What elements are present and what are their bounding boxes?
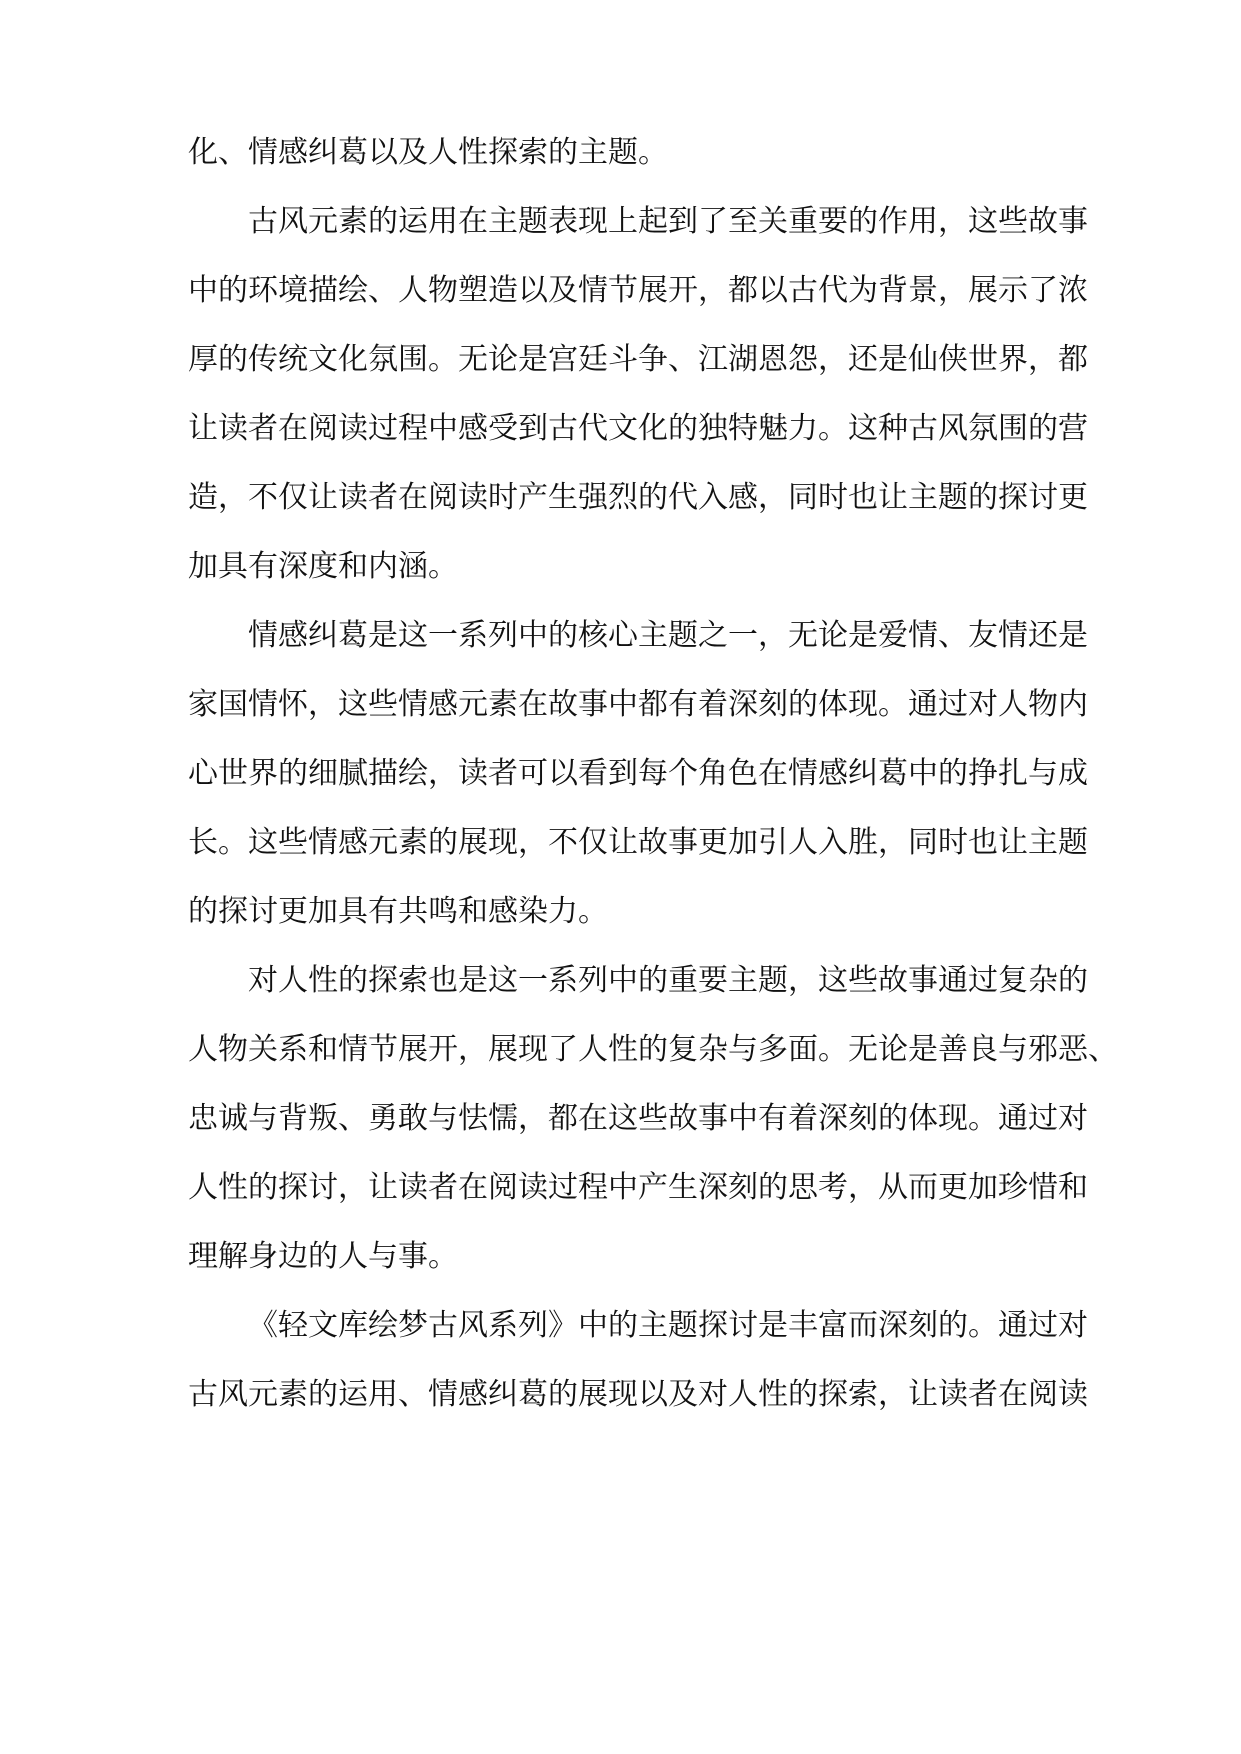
text-line: 加具有深度和内涵。 [188,549,458,584]
text-line: 造，不仅让读者在阅读时产生强烈的代入感，同时也让主题的探讨更 [188,480,1088,515]
text-line: 让读者在阅读过程中感受到古代文化的独特魅力。这种古风氛围的营 [188,411,1088,446]
text-line: 对人性的探索也是这一系列中的重要主题，这些故事通过复杂的 [248,963,1088,998]
text-line: 心世界的细腻描绘，读者可以看到每个角色在情感纠葛中的挣扎与成 [188,756,1088,791]
text-line: 古风元素的运用、情感纠葛的展现以及对人性的探索，让读者在阅读 [188,1377,1088,1412]
text-line: 厚的传统文化氛围。无论是宫廷斗争、江湖恩怨，还是仙侠世界，都 [188,342,1088,377]
text-line: 的探讨更加具有共鸣和感染力。 [188,894,608,929]
text-line: 人性的探讨，让读者在阅读过程中产生深刻的思考，从而更加珍惜和 [188,1170,1088,1205]
text-line: 长。这些情感元素的展现，不仅让故事更加引人入胜，同时也让主题 [188,825,1088,860]
text-line: 人物关系和情节展开，展现了人性的复杂与多面。无论是善良与邪恶、 [188,1032,1118,1067]
text-line: 情感纠葛是这一系列中的核心主题之一，无论是爱情、友情还是 [248,618,1088,653]
text-line: 《轻文库绘梦古风系列》中的主题探讨是丰富而深刻的。通过对 [248,1308,1088,1343]
text-line: 忠诚与背叛、勇敢与怯懦，都在这些故事中有着深刻的体现。通过对 [188,1101,1088,1136]
text-line: 理解身边的人与事。 [188,1239,458,1274]
text-line: 家国情怀，这些情感元素在故事中都有着深刻的体现。通过对人物内 [188,687,1088,722]
text-line: 中的环境描绘、人物塑造以及情节展开，都以古代为背景，展示了浓 [188,273,1088,308]
text-line: 古风元素的运用在主题表现上起到了至关重要的作用，这些故事 [248,204,1088,239]
text-line: 化、情感纠葛以及人性探索的主题。 [188,135,668,170]
